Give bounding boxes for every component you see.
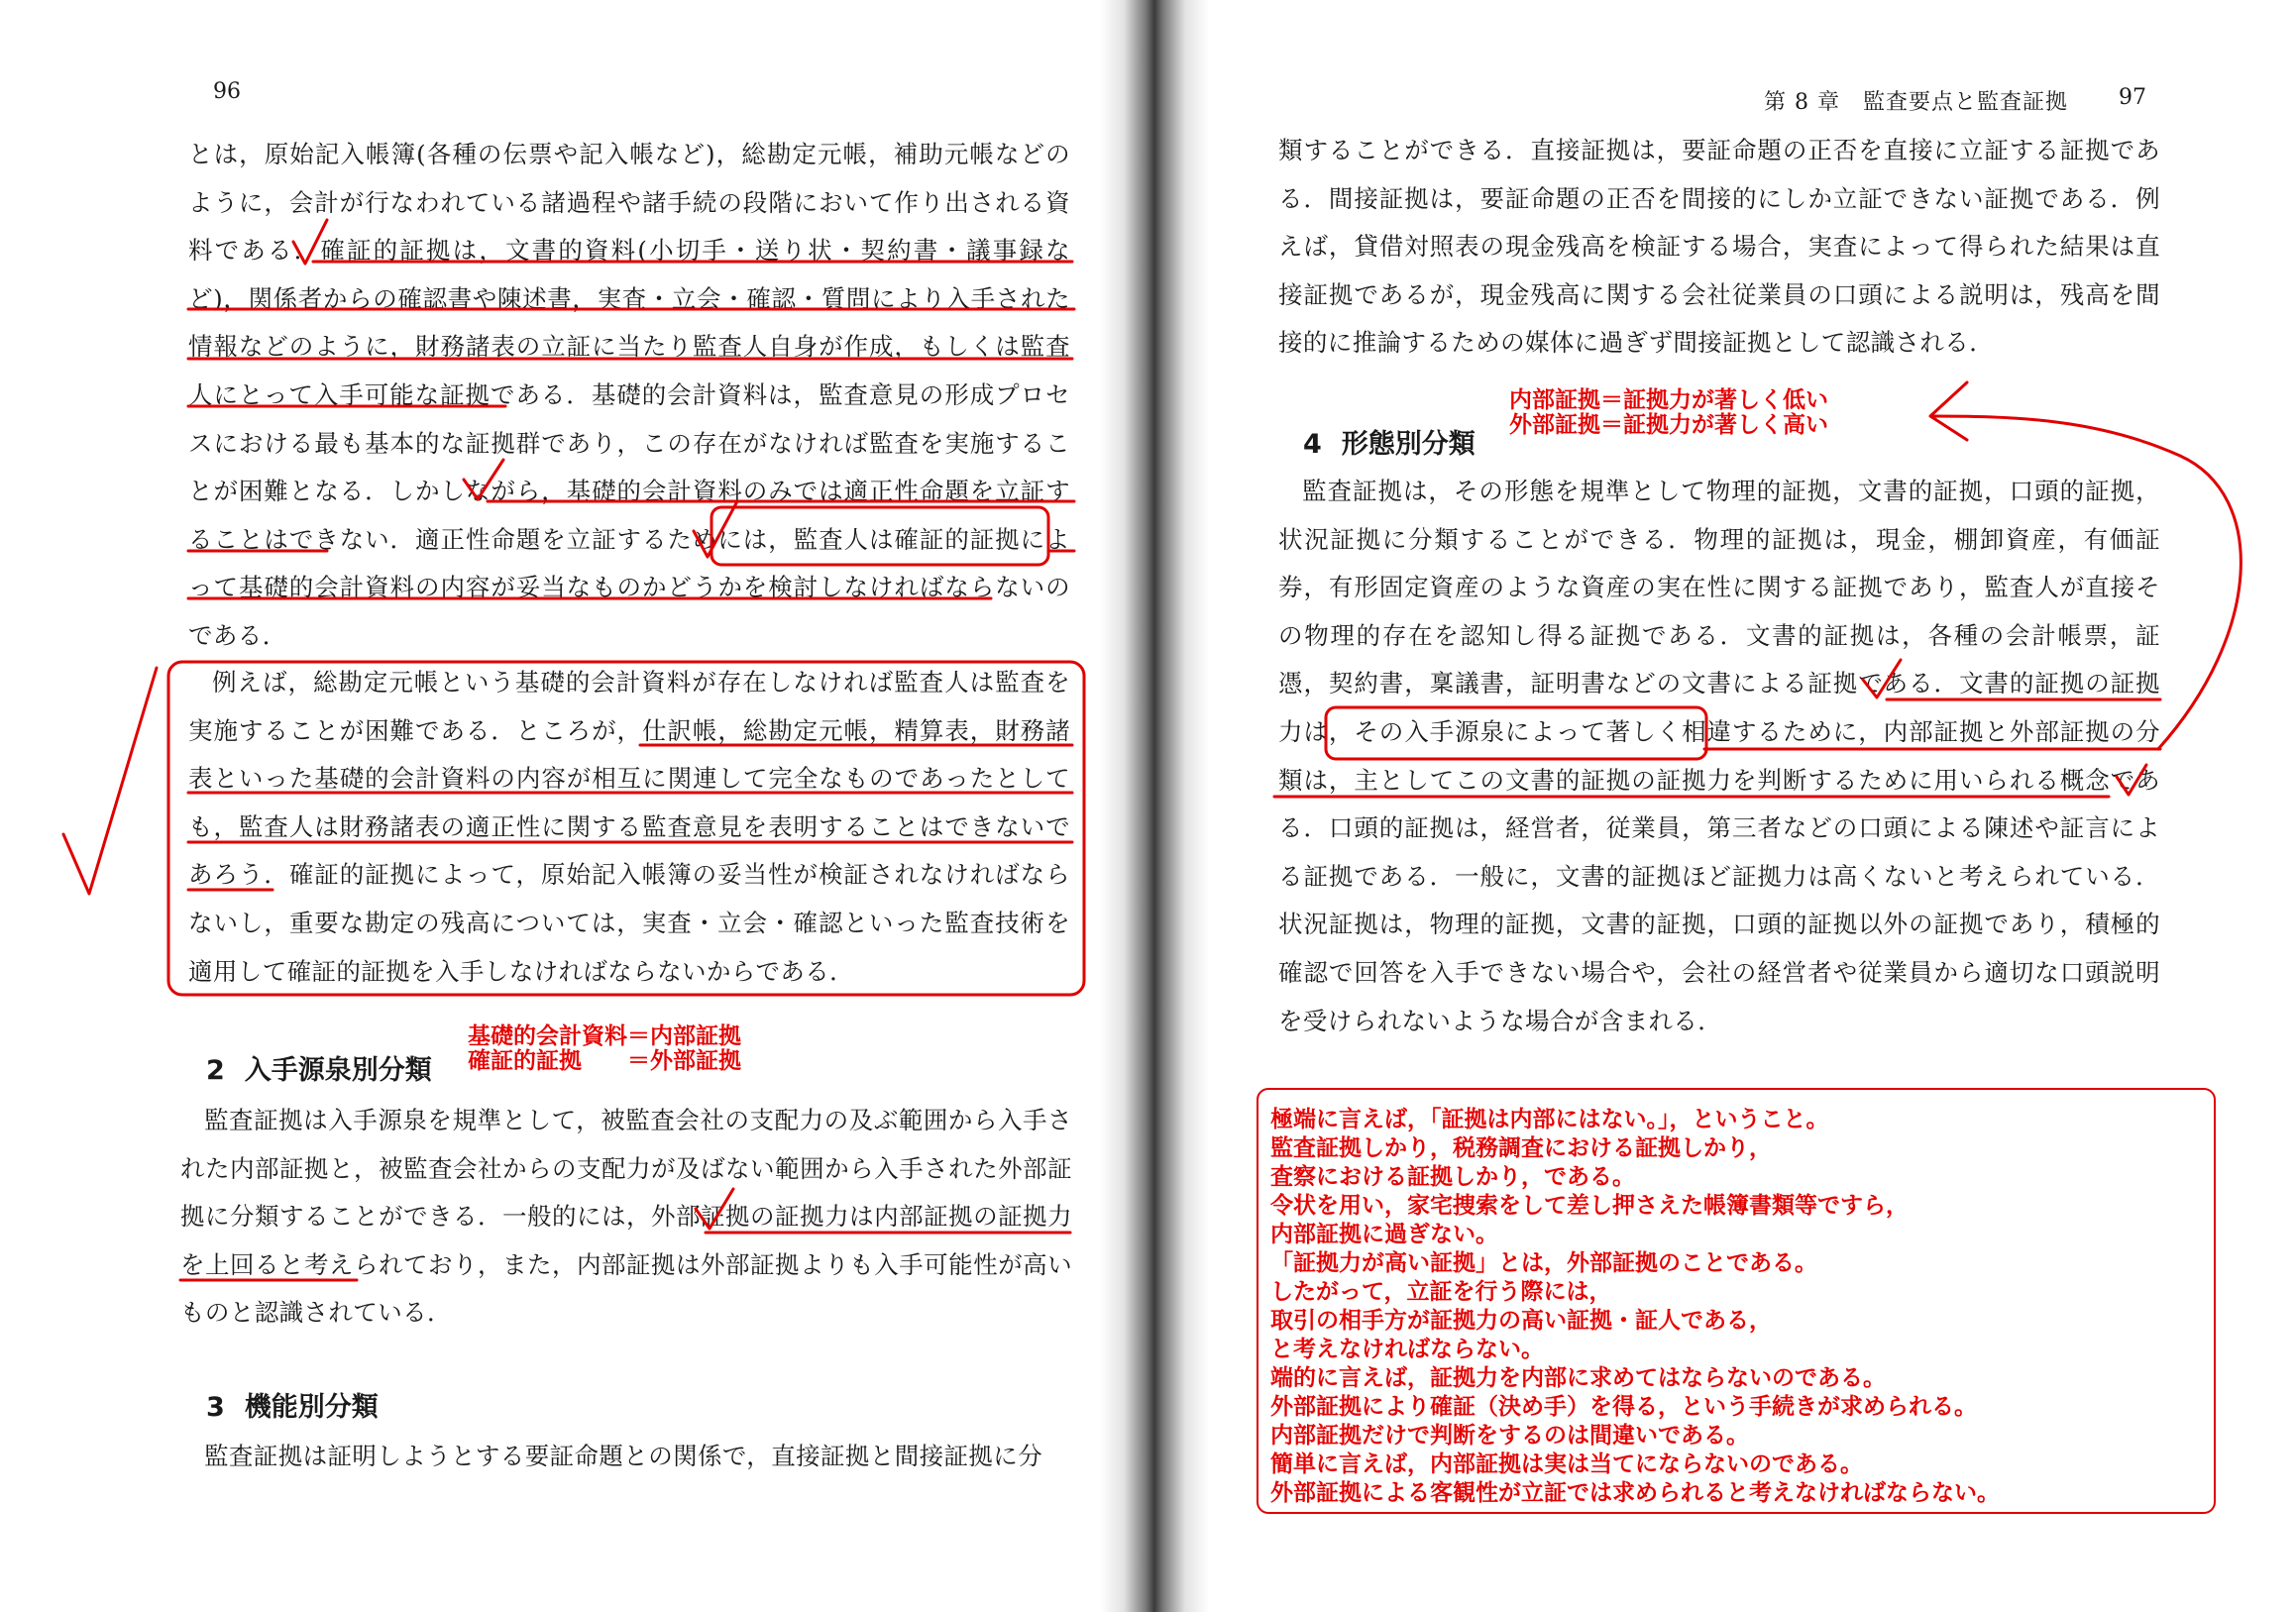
running-head: 第 8 章 監査要点と監査証拠 — [1764, 90, 2068, 115]
right-page-number: 97 — [2119, 85, 2146, 110]
section-2-number: 2 — [206, 1055, 225, 1086]
section-2-heading — [206, 1048, 432, 1087]
left-page — [0, 0, 1140, 1612]
section-3-heading — [206, 1385, 379, 1424]
section-3-paragraph: 監査証拠は証明しようとする要証命題との関係で，直接証拠と間接証拠に分 — [204, 1442, 1043, 1470]
section-3-title: 機能別分類 — [244, 1392, 379, 1423]
section-4-paragraph: 監査証拠は，その形態を規準として物理的証拠，文書的証拠，口頭的証拠，状況証拠に分類することができる．物理的証拠は，現金，棚卸資産，有価証券，有形固定資産のような資産の実在性に関する証拠であり，監査人が直接その物理的存在を認知し得る証拠である．文書的証拠は，各種の会計帳票，証憑，契約書，稟議書，証明書などの文書による証拠である．文書的証拠の証拠力は，その入手源泉によって著しく相違するために，内部証拠と外部証拠の分類は，主としてこの文書的証拠の証拠力を判断するために用いられる概念である．口頭的証拠は，経営者，従業員，第三者などの口頭による陳述や証言による証拠である．一般に，文書的証拠ほど証拠力は高くないと考えられている．状況証拠は，物理的証拠，文書的証拠，口頭的証拠以外の証拠であり，積極的確認で回答を入手できない場合や，会社の経営者や従業員から適切な口頭説明を受けられないような場合が含まれる． — [1278, 477, 2160, 1035]
commentary-note-text: 極端に言えば，「証拠は内部にはない。」，ということ。 監査証拠しかり，税務調査における証拠しかり， 査察における証拠しかり，である。 令状を用い，家宅捜索をして差し押さえた帳簿書類等ですら， 内部証拠に過ぎない。 「証拠力が高い証拠」とは，外部証拠のことである。 したがって，立証を行う際には， 取引の相手方が証拠力の高い証拠・証人である， と考えなければならない。 端的に言えば，証拠力を内部に求めてはならないのである。 外部証拠により確証（決め手）を得る，という手続きが求められる。 内部証拠だけで判断をするのは間違いである。 簡単に言えば，内部証拠は実は当てにならないのである。 外部証拠による客観性が立証では求められると考えなければならない。 — [1270, 1107, 2000, 1506]
intro-paragraph: とは，原始記入帳簿(各種の伝票や記入帳など)，総勘定元帳，補助元帳などのように，会計が行なわれている諸過程や諸手続の段階において作り出される資料である．確証的証拠は，文書的資料(小切手・送り状・契約書・議事録など)，関係者からの確認書や陳述書，実査・立会・確認・質問により入手された情報などのように，財務諸表の立証に当たり監査人自身が作成，もしくは監査人にとって入手可能な証拠である．基礎的会計資料は，監査意見の形成プロセスにおける最も基本的な証拠群であり，この存在がなければ監査を実施することが困難となる．しかしながら，基礎的会計資料のみでは適正性命題を立証することはできない．適正性命題を立証するためには，監査人は確証的証拠によって基礎的会計資料の内容が妥当なものかどうかを検討しなければならないのである． — [188, 140, 1070, 650]
section-4-title: 形態別分類 — [1341, 429, 1476, 460]
top-paragraph: 類することができる．直接証拠は，要証命題の正否を直接に立証する証拠である．間接証拠は，要証命題の正否を間接的にしか立証できない証拠である．例えば，貸借対照表の現金残高を検証する場合，実査によって得られた結果は直接証拠であるが，現金残高に関する会社従業員の口頭による説明は，残高を間接的に推論するための媒体に過ぎず間接証拠として認識される． — [1278, 136, 2160, 358]
section-2-paragraph: 監査証拠は入手源泉を規準として，被監査会社の支配力の及ぶ範囲から入手された内部証拠と，被監査会社からの支配力が及ばない範囲から入手された外部証拠に分類することができる．一般的には，外部証拠の証拠力は内部証拠の証拠力を上回ると考えられており，また，内部証拠は外部証拠よりも入手可能性が高いものと認識されている． — [180, 1106, 1072, 1328]
section-4-heading — [1303, 422, 1476, 461]
section-2-title: 入手源泉別分類 — [244, 1055, 432, 1086]
example-paragraph: 例えば，総勘定元帳という基礎的会計資料が存在しなければ監査人は監査を実施することが困難である．ところが，仕訳帳，総勘定元帳，精算表，財務諸表といった基礎的会計資料の内容が相互に関連して完全なものであったとしても，監査人は財務諸表の適正性に関する監査意見を表明することはできないであろう．確証的証拠によって，原始記入帳簿の妥当性が検証されなければならないし，重要な勘定の残高については，実査・立会・確認といった監査技術を適用して確証的証拠を入手しなければならないからである． — [188, 668, 1070, 986]
section-4-number: 4 — [1303, 429, 1322, 460]
section-3-number: 3 — [206, 1392, 225, 1423]
left-page-number: 96 — [213, 79, 241, 104]
commentary-note-box — [1257, 1088, 2216, 1514]
section-2-red-note: 基礎的会計資料＝内部証拠 確証的証拠 ＝外部証拠 — [468, 1023, 741, 1074]
evidence-strength-red-note: 内部証拠＝証拠力が著しく低い 外部証拠＝証拠力が著しく高い — [1509, 387, 1828, 438]
